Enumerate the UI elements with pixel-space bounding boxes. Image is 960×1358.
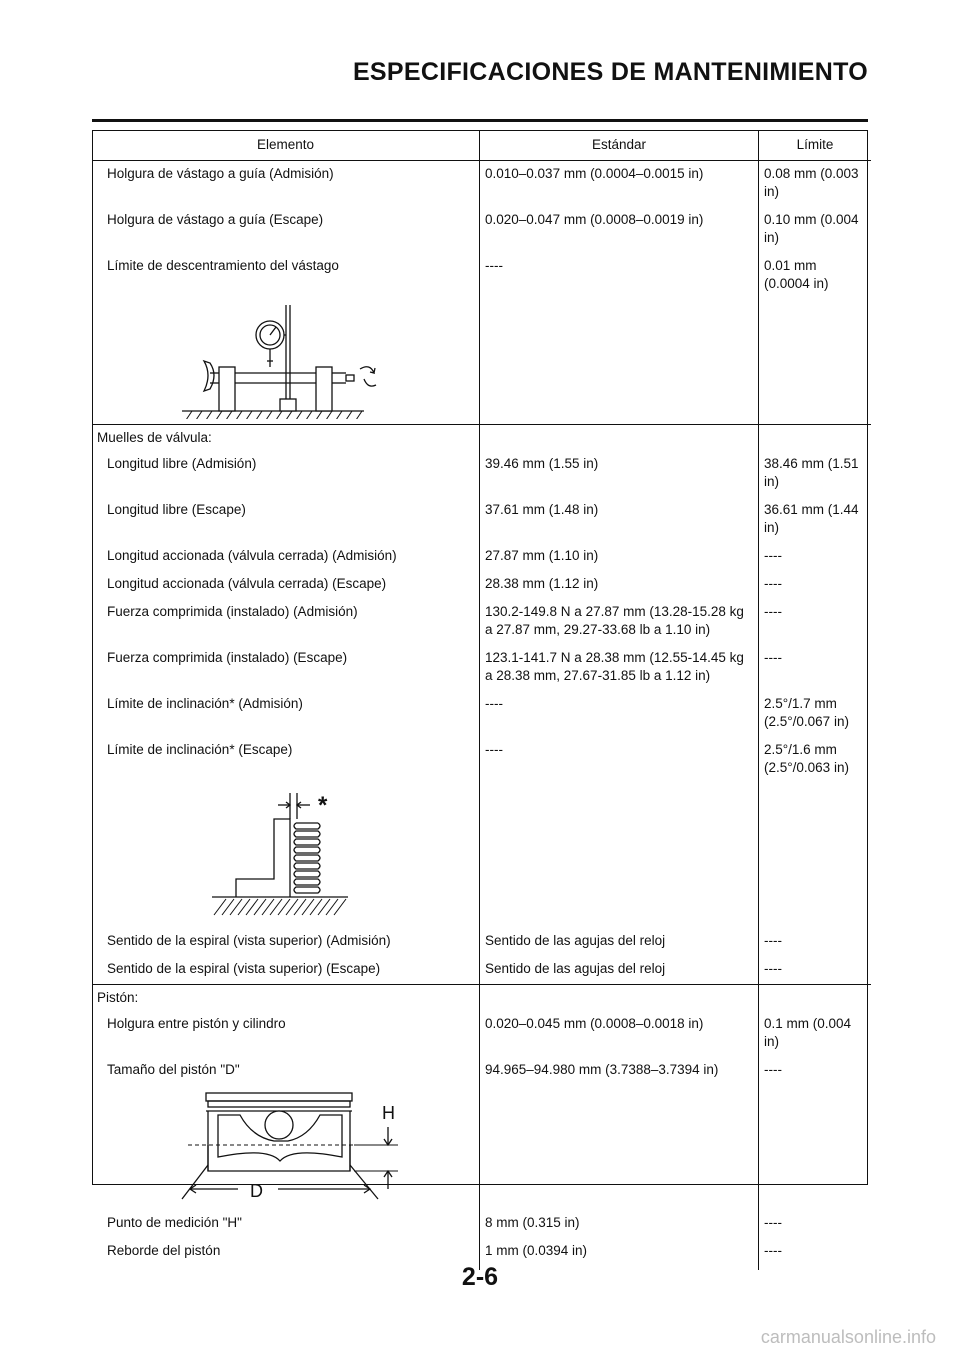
tilt-mark: * [318, 792, 328, 819]
category-label: Muelles de válvula: [92, 425, 480, 452]
cell-limit: 38.46 mm (1.51 in) [764, 456, 859, 489]
figure-cell [92, 1085, 480, 1210]
cell-limit: ---- [764, 1062, 782, 1077]
category-row [92, 985, 871, 1012]
cell-element: Holgura de vástago a guía (Admisión) [92, 161, 480, 208]
cell-empty [759, 425, 872, 452]
cell-element: Holgura de vástago a guía (Escape) [92, 207, 480, 253]
figure-row [92, 783, 871, 928]
cell-standard: ---- [480, 737, 759, 783]
table-row [92, 599, 871, 645]
cell-empty [480, 425, 759, 452]
header-rule [92, 119, 868, 122]
figure-cell-empty [759, 783, 872, 928]
table-row [92, 451, 871, 497]
cell-standard: 94.965–94.980 mm (3.7388–3.7394 in) [480, 1057, 759, 1085]
piston-label-h: H [382, 1103, 395, 1123]
cell-element: Límite de descentramiento del vástago [92, 253, 480, 299]
figure-row [92, 1085, 871, 1210]
cell-standard: 27.87 mm (1.10 in) [480, 543, 759, 571]
cell-limit: 0.1 mm (0.004 in) [764, 1016, 852, 1049]
cell-element: Tamaño del pistón "D" [92, 1057, 480, 1085]
table-row [92, 691, 871, 737]
cell-element: Longitud libre (Escape) [92, 497, 480, 543]
cell-standard: 1 mm (0.0394 in) [480, 1238, 759, 1270]
cell-standard: Sentido de las agujas del reloj [480, 928, 759, 956]
cell-limit: ---- [764, 650, 782, 665]
watermark: carmanualsonline.info [760, 1327, 936, 1347]
figure-cell [92, 299, 480, 425]
cell-limit: ---- [764, 933, 782, 948]
cell-element: Punto de medición "H" [92, 1210, 480, 1238]
piston-figure [92, 1085, 469, 1205]
cell-standard: 123.1-141.7 N a 28.38 mm (12.55-14.45 kg a 28.38 mm, 27.67-31.85 lb a 1.12 in) [480, 645, 759, 691]
cell-limit: 2.5°/1.7 mm (2.5°/0.067 in) [764, 696, 849, 729]
table-row [92, 1011, 871, 1057]
cell-element: Longitud accionada (válvula cerrada) (Escape) [92, 571, 480, 599]
table-row [92, 207, 871, 253]
cell-limit: ---- [764, 961, 782, 976]
cell-standard: 0.020–0.047 mm (0.0008–0.0019 in) [480, 207, 759, 253]
table-row [92, 497, 871, 543]
cell-limit: 36.61 mm (1.44 in) [764, 502, 859, 535]
table-row [92, 1210, 871, 1238]
cell-limit: ---- [764, 1243, 782, 1258]
cell-empty [759, 985, 872, 1012]
cell-limit: ---- [764, 604, 782, 619]
cell-limit: ---- [764, 1215, 782, 1230]
cell-standard: 37.61 mm (1.48 in) [480, 497, 759, 543]
table-row [92, 543, 871, 571]
category-row [92, 425, 871, 452]
cell-element: Longitud libre (Admisión) [92, 451, 480, 497]
spec-table [92, 130, 871, 1270]
piston-label-d: D [250, 1181, 263, 1201]
table-row [92, 571, 871, 599]
figure-cell [92, 783, 480, 928]
cell-element: Fuerza comprimida (instalado) (Escape) [92, 645, 480, 691]
cell-standard: 130.2-149.8 N a 27.87 mm (13.28-15.28 kg a 27.87 mm, 29.27-33.68 lb a 1.10 in) [480, 599, 759, 645]
table-header-row [92, 130, 871, 161]
spring-tilt-figure [92, 783, 469, 923]
cell-element: Sentido de la espiral (vista superior) (Admisión) [92, 928, 480, 956]
page-number: 2-6 [461, 1263, 499, 1291]
cell-limit: ---- [764, 548, 782, 563]
cell-standard: 8 mm (0.315 in) [480, 1210, 759, 1238]
table-row [92, 956, 871, 985]
table-row [92, 161, 871, 208]
cell-standard: 28.38 mm (1.12 in) [480, 571, 759, 599]
cell-empty [480, 985, 759, 1012]
cell-standard: ---- [480, 691, 759, 737]
cell-standard: Sentido de las agujas del reloj [480, 956, 759, 985]
table-row [92, 737, 871, 783]
cell-limit: 0.10 mm (0.004 in) [764, 212, 859, 245]
page-title: ESPECIFICACIONES DE MANTENIMIENTO [352, 58, 868, 86]
table-row [92, 253, 871, 299]
cell-limit: 0.08 mm (0.003 in) [764, 166, 859, 199]
col-header-standard: Estándar [480, 130, 759, 161]
table-row [92, 928, 871, 956]
cell-standard: ---- [480, 253, 759, 299]
figure-row [92, 299, 871, 425]
figure-cell-empty [759, 1085, 872, 1210]
cell-element: Fuerza comprimida (instalado) (Admisión) [92, 599, 480, 645]
figure-cell-empty [480, 1085, 759, 1210]
col-header-element: Elemento [92, 130, 480, 161]
cell-standard: 0.020–0.045 mm (0.0008–0.0018 in) [480, 1011, 759, 1057]
figure-cell-empty [480, 299, 759, 425]
cell-limit: 2.5°/1.6 mm (2.5°/0.063 in) [764, 742, 849, 775]
category-label: Pistón: [92, 985, 480, 1012]
runout-gauge-figure [92, 299, 469, 419]
cell-standard: 39.46 mm (1.55 in) [480, 451, 759, 497]
cell-element: Holgura entre pistón y cilindro [92, 1011, 480, 1057]
cell-limit: ---- [764, 576, 782, 591]
cell-element: Sentido de la espiral (vista superior) (Escape) [92, 956, 480, 985]
table-row [92, 1057, 871, 1085]
figure-cell-empty [480, 783, 759, 928]
cell-element: Límite de inclinación* (Escape) [92, 737, 480, 783]
cell-element: Reborde del pistón [92, 1238, 480, 1270]
cell-standard: 0.010–0.037 mm (0.0004–0.0015 in) [480, 161, 759, 208]
table-row [92, 645, 871, 691]
figure-cell-empty [759, 299, 872, 425]
cell-element: Límite de inclinación* (Admisión) [92, 691, 480, 737]
cell-element: Longitud accionada (válvula cerrada) (Admisión) [92, 543, 480, 571]
col-header-limit: Límite [759, 130, 872, 161]
cell-limit: 0.01 mm (0.0004 in) [764, 258, 829, 291]
